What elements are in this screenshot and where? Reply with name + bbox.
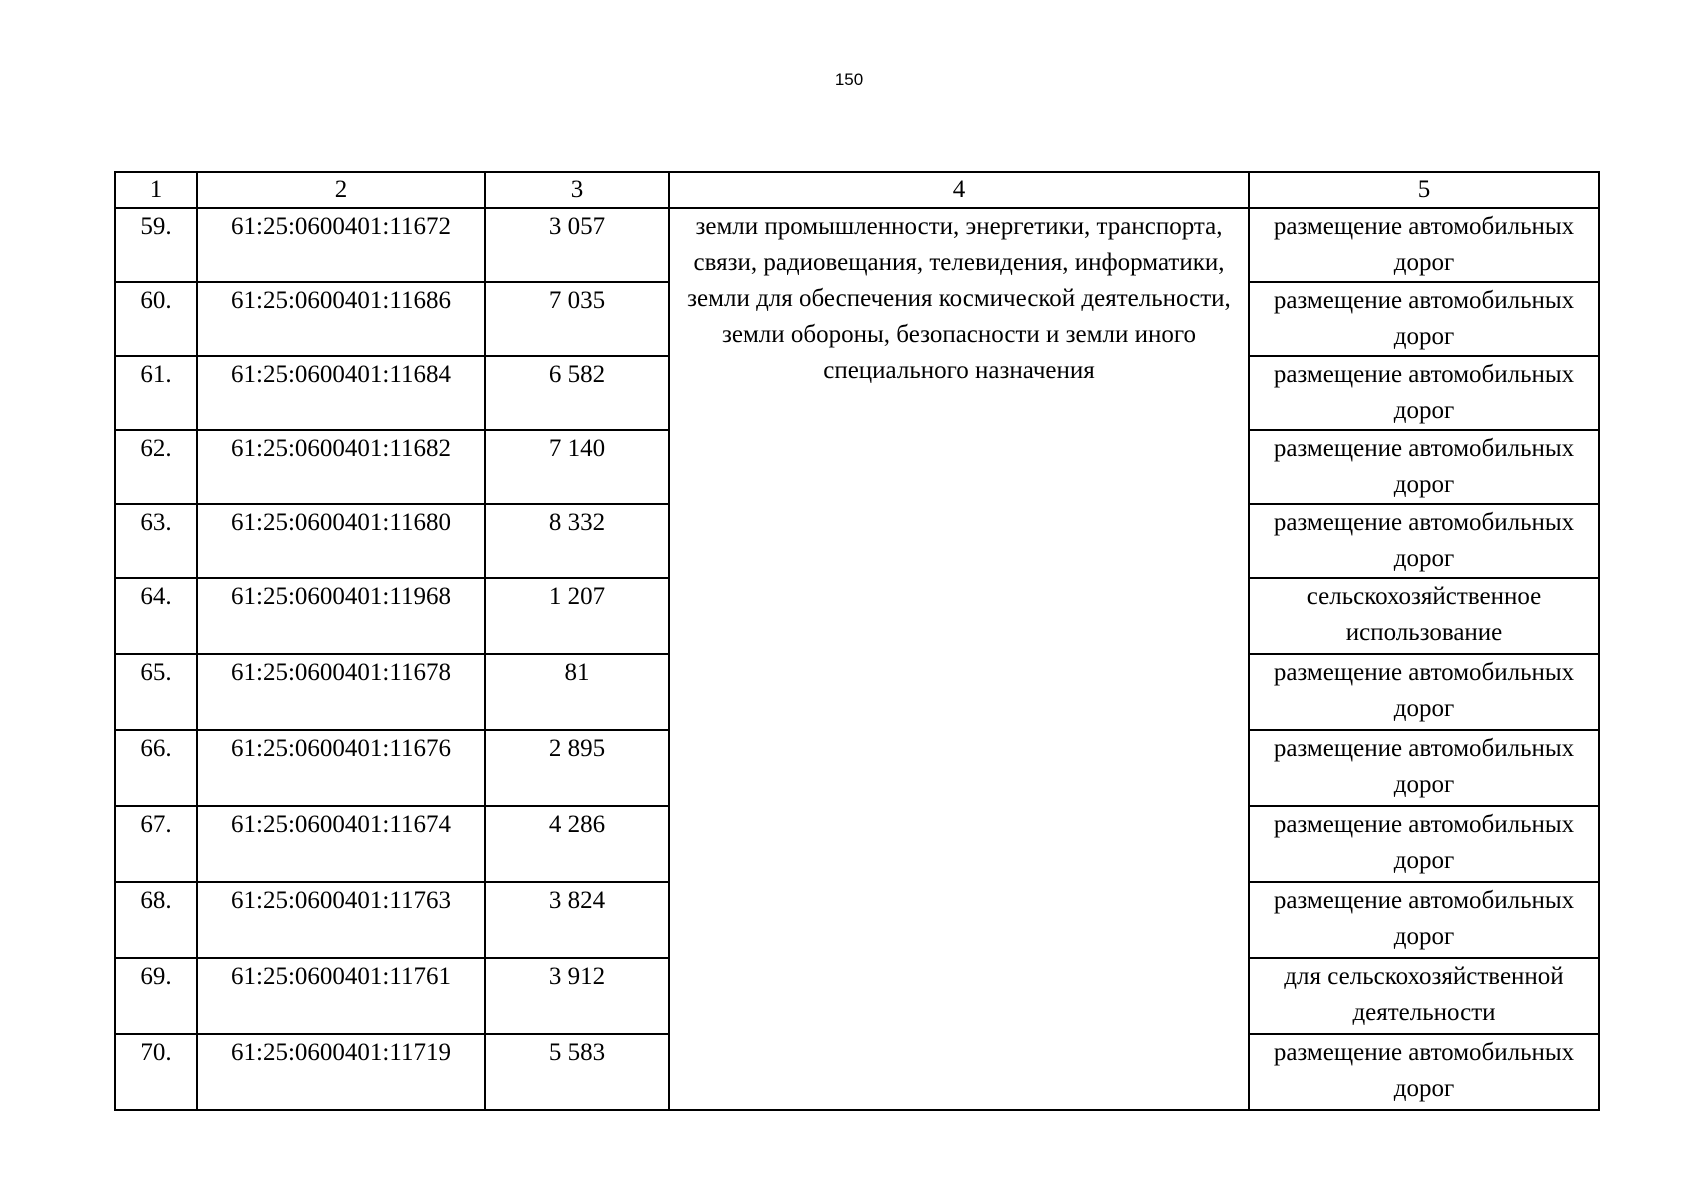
row-number: 59.: [115, 208, 197, 282]
row-number: 70.: [115, 1034, 197, 1110]
plot-area: 8 332: [485, 504, 669, 578]
permitted-use: размещение автомобильных дорог: [1249, 208, 1599, 282]
cadastral-number: 61:25:0600401:11684: [197, 356, 485, 430]
cadastral-number: 61:25:0600401:11763: [197, 882, 485, 958]
table-header-row: [115, 172, 1599, 208]
column-number-2: 2: [197, 172, 485, 208]
column-number-5: 5: [1249, 172, 1599, 208]
cadastral-number: 61:25:0600401:11676: [197, 730, 485, 806]
cadastral-number: 61:25:0600401:11686: [197, 282, 485, 356]
permitted-use: размещение автомобильных дорог: [1249, 504, 1599, 578]
plot-area: 7 140: [485, 430, 669, 504]
row-number: 61.: [115, 356, 197, 430]
plot-area: 4 286: [485, 806, 669, 882]
row-number: 63.: [115, 504, 197, 578]
cadastral-number: 61:25:0600401:11680: [197, 504, 485, 578]
permitted-use: размещение автомобильных дорог: [1249, 654, 1599, 730]
row-number: 68.: [115, 882, 197, 958]
permitted-use: размещение автомобильных дорог: [1249, 356, 1599, 430]
permitted-use: сельскохозяйственное использование: [1249, 578, 1599, 654]
cadastral-number: 61:25:0600401:11674: [197, 806, 485, 882]
permitted-use: размещение автомобильных дорог: [1249, 1034, 1599, 1110]
row-number: 66.: [115, 730, 197, 806]
column-number-3: 3: [485, 172, 669, 208]
page-number: 150: [834, 70, 864, 89]
row-number: 62.: [115, 430, 197, 504]
plot-area: 1 207: [485, 578, 669, 654]
plot-area: 2 895: [485, 730, 669, 806]
cadastral-number: 61:25:0600401:11678: [197, 654, 485, 730]
land-category-text: земли промышленности, энергетики, транспорта, связи, радиовещания, телевидения, информатики, земли для обеспечения космической деятельности, земли обороны, безопасности и земли иного специального назначения: [687, 213, 1231, 384]
table-row: [115, 208, 1599, 282]
land-category: [669, 208, 1249, 1110]
permitted-use: размещение автомобильных дорог: [1249, 882, 1599, 958]
column-number-4: 4: [669, 172, 1249, 208]
cadastral-number: 61:25:0600401:11682: [197, 430, 485, 504]
plot-area: 3 824: [485, 882, 669, 958]
row-number: 65.: [115, 654, 197, 730]
cadastral-number: 61:25:0600401:11968: [197, 578, 485, 654]
permitted-use: размещение автомобильных дорог: [1249, 282, 1599, 356]
row-number: 64.: [115, 578, 197, 654]
row-number: 60.: [115, 282, 197, 356]
plot-area: 3 057: [485, 208, 669, 282]
cadastral-number: 61:25:0600401:11672: [197, 208, 485, 282]
cadastral-number: 61:25:0600401:11761: [197, 958, 485, 1034]
plot-area: 6 582: [485, 356, 669, 430]
row-number: 67.: [115, 806, 197, 882]
plot-area: 3 912: [485, 958, 669, 1034]
row-number: 69.: [115, 958, 197, 1034]
land-plots-table: [114, 171, 1600, 1111]
column-number-1: 1: [115, 172, 197, 208]
plot-area: 7 035: [485, 282, 669, 356]
plot-area: 5 583: [485, 1034, 669, 1110]
permitted-use: размещение автомобильных дорог: [1249, 806, 1599, 882]
permitted-use: размещение автомобильных дорог: [1249, 730, 1599, 806]
permitted-use: размещение автомобильных дорог: [1249, 430, 1599, 504]
permitted-use: для сельскохозяйственной деятельности: [1249, 958, 1599, 1034]
cadastral-number: 61:25:0600401:11719: [197, 1034, 485, 1110]
plot-area: 81: [485, 654, 669, 730]
